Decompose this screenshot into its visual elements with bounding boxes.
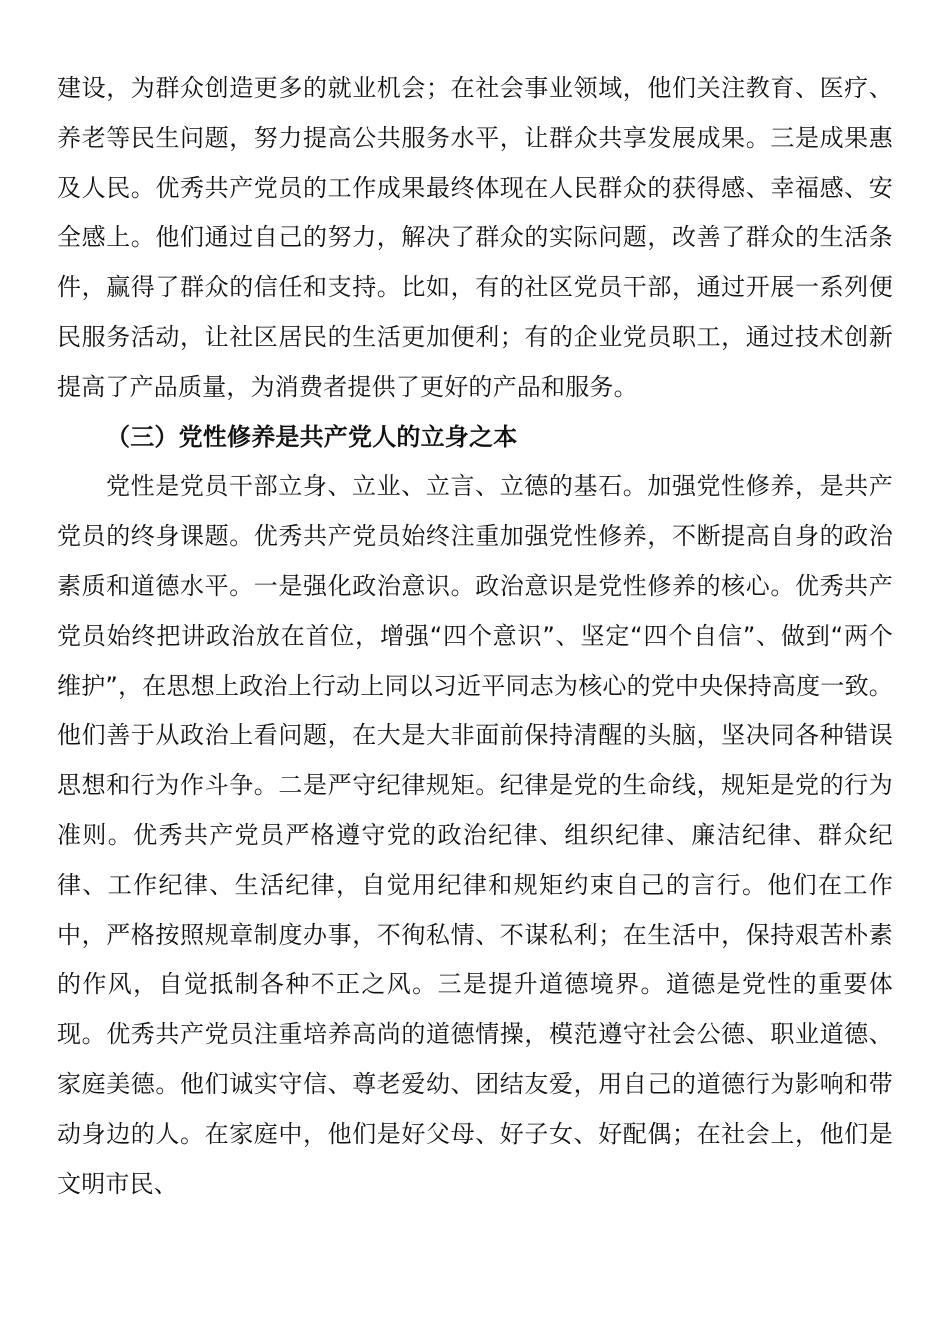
section-heading: （三）党性修养是共产党人的立身之本	[106, 422, 518, 451]
document-page	[57, 64, 893, 1209]
continued-paragraph: 建设，为群众创造更多的就业机会；在社会事业领域，他们关注教育、医疗、养老等民生问题，努力提高公共服务水平，让群众共享发展成果。三是成果惠及人民。优秀共产党员的工作成果最终体现在人民群众的获得感、幸福感、安全感上。他们通过自己的努力，解决了群众的实际问题，改善了群众的生活条件，赢得了群众的信任和支持。比如，有的社区党员干部，通过开展一系列便民服务活动，让社区居民的生活更加便利；有的企业党员职工，通过技术创新提高了产品质量，为消费者提供了更好的产品和服务。	[57, 74, 893, 401]
body-paragraph: 党性是党员干部立身、立业、立言、立德的基石。加强党性修养，是共产党员的终身课题。优秀共产党员始终注重加强党性修养，不断提高自身的政治素质和道德水平。一是强化政治意识。政治意识是党性修养的核心。优秀共产党员始终把讲政治放在首位，增强“四个意识”、坚定“四个自信”、做到“两个维护”，在思想上政治上行动上同以习近平同志为核心的党中央保持高度一致。他们善于从政治上看问题，在大是大非面前保持清醒的头脑，坚决同各种错误思想和行为作斗争。二是严守纪律规矩。纪律是党的生命线，规矩是党的行为准则。优秀共产党员严格遵守党的政治纪律、组织纪律、廉洁纪律、群众纪律、工作纪律、生活纪律，自觉用纪律和规矩约束自己的言行。他们在工作中，严格按照规章制度办事，不徇私情、不谋私利；在生活中，保持艰苦朴素的作风，自觉抵制各种不正之风。三是提升道德境界。道德是党性的重要体现。优秀共产党员注重培养高尚的道德情操，模范遵守社会公德、职业道德、家庭美德。他们诚实守信、尊老爱幼、团结友爱，用自己的道德行为影响和带动身边的人。在家庭中，他们是好父母、好子女、好配偶；在社会上，他们是文明市民、	[57, 472, 893, 1198]
